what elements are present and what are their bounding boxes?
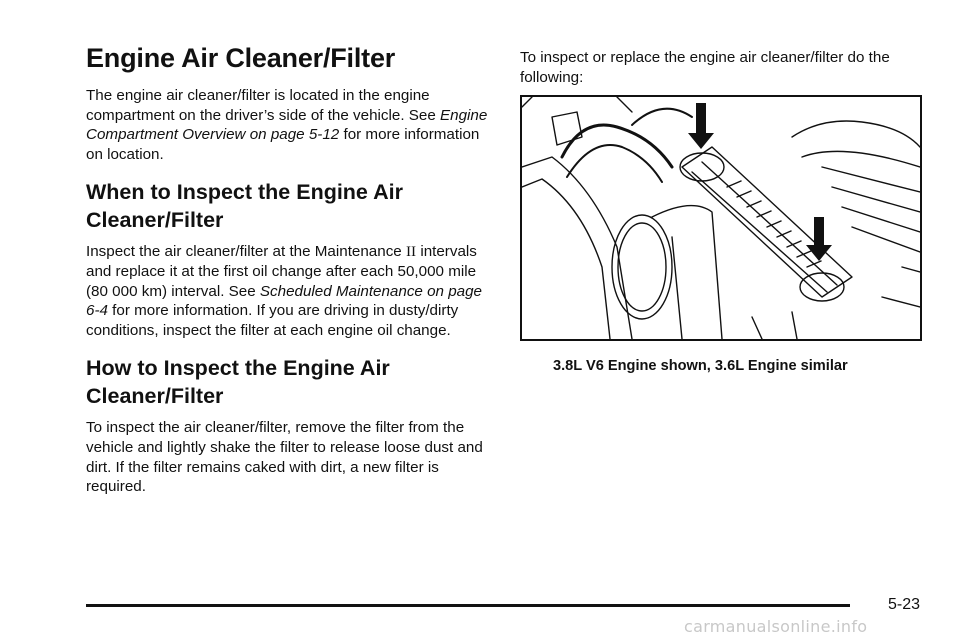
when-text-mid: intervals and replace it at the first oil change after each 50,000 mile (80 000 km) interval. See <box>86 243 477 300</box>
intro-link[interactable]: Engine Compartment Overview on page 5-12 <box>86 106 488 144</box>
intro-text: The engine air cleaner/filter is located in the engine compartment on the driver’s side of the vehicle. See <box>86 87 440 124</box>
watermark: carmanualsonline.info <box>684 617 868 636</box>
when-heading: When to Inspect the Engine Air Cleaner/Filter <box>86 180 403 233</box>
footer-rule <box>86 604 850 607</box>
how-paragraph: To inspect the air cleaner/filter, remove the filter from the vehicle and lightly shake the filter to release loose dust and dirt. If the filter remains caked with dirt, a new filter is required. <box>86 419 483 496</box>
right-column <box>520 48 925 87</box>
page-number: 5-23 <box>888 596 921 613</box>
when-paragraph <box>86 242 496 340</box>
when-text: Inspect the air cleaner/filter at the Maintenance <box>86 243 406 261</box>
how-heading: How to Inspect the Engine Air Cleaner/Filter <box>86 356 390 409</box>
intro-paragraph <box>86 86 496 164</box>
engine-illustration <box>520 95 922 341</box>
section-title: Engine Air Cleaner/Filter <box>86 43 396 73</box>
engine-drawing <box>522 97 920 339</box>
when-link[interactable]: Scheduled Maintenance on page 6-4 <box>86 282 482 320</box>
left-column <box>86 42 496 497</box>
figure-caption: 3.8L V6 Engine shown, 3.6L Engine similar <box>553 358 848 374</box>
replace-intro: To inspect or replace the engine air cleaner/filter do the following: <box>520 49 890 86</box>
when-text-end: for more information. If you are driving in dusty/dirty conditions, inspect the filter at each engine oil change. <box>86 302 459 339</box>
intro-text-end: for more information on location. <box>86 126 480 163</box>
maintenance-symbol: II <box>405 243 417 261</box>
